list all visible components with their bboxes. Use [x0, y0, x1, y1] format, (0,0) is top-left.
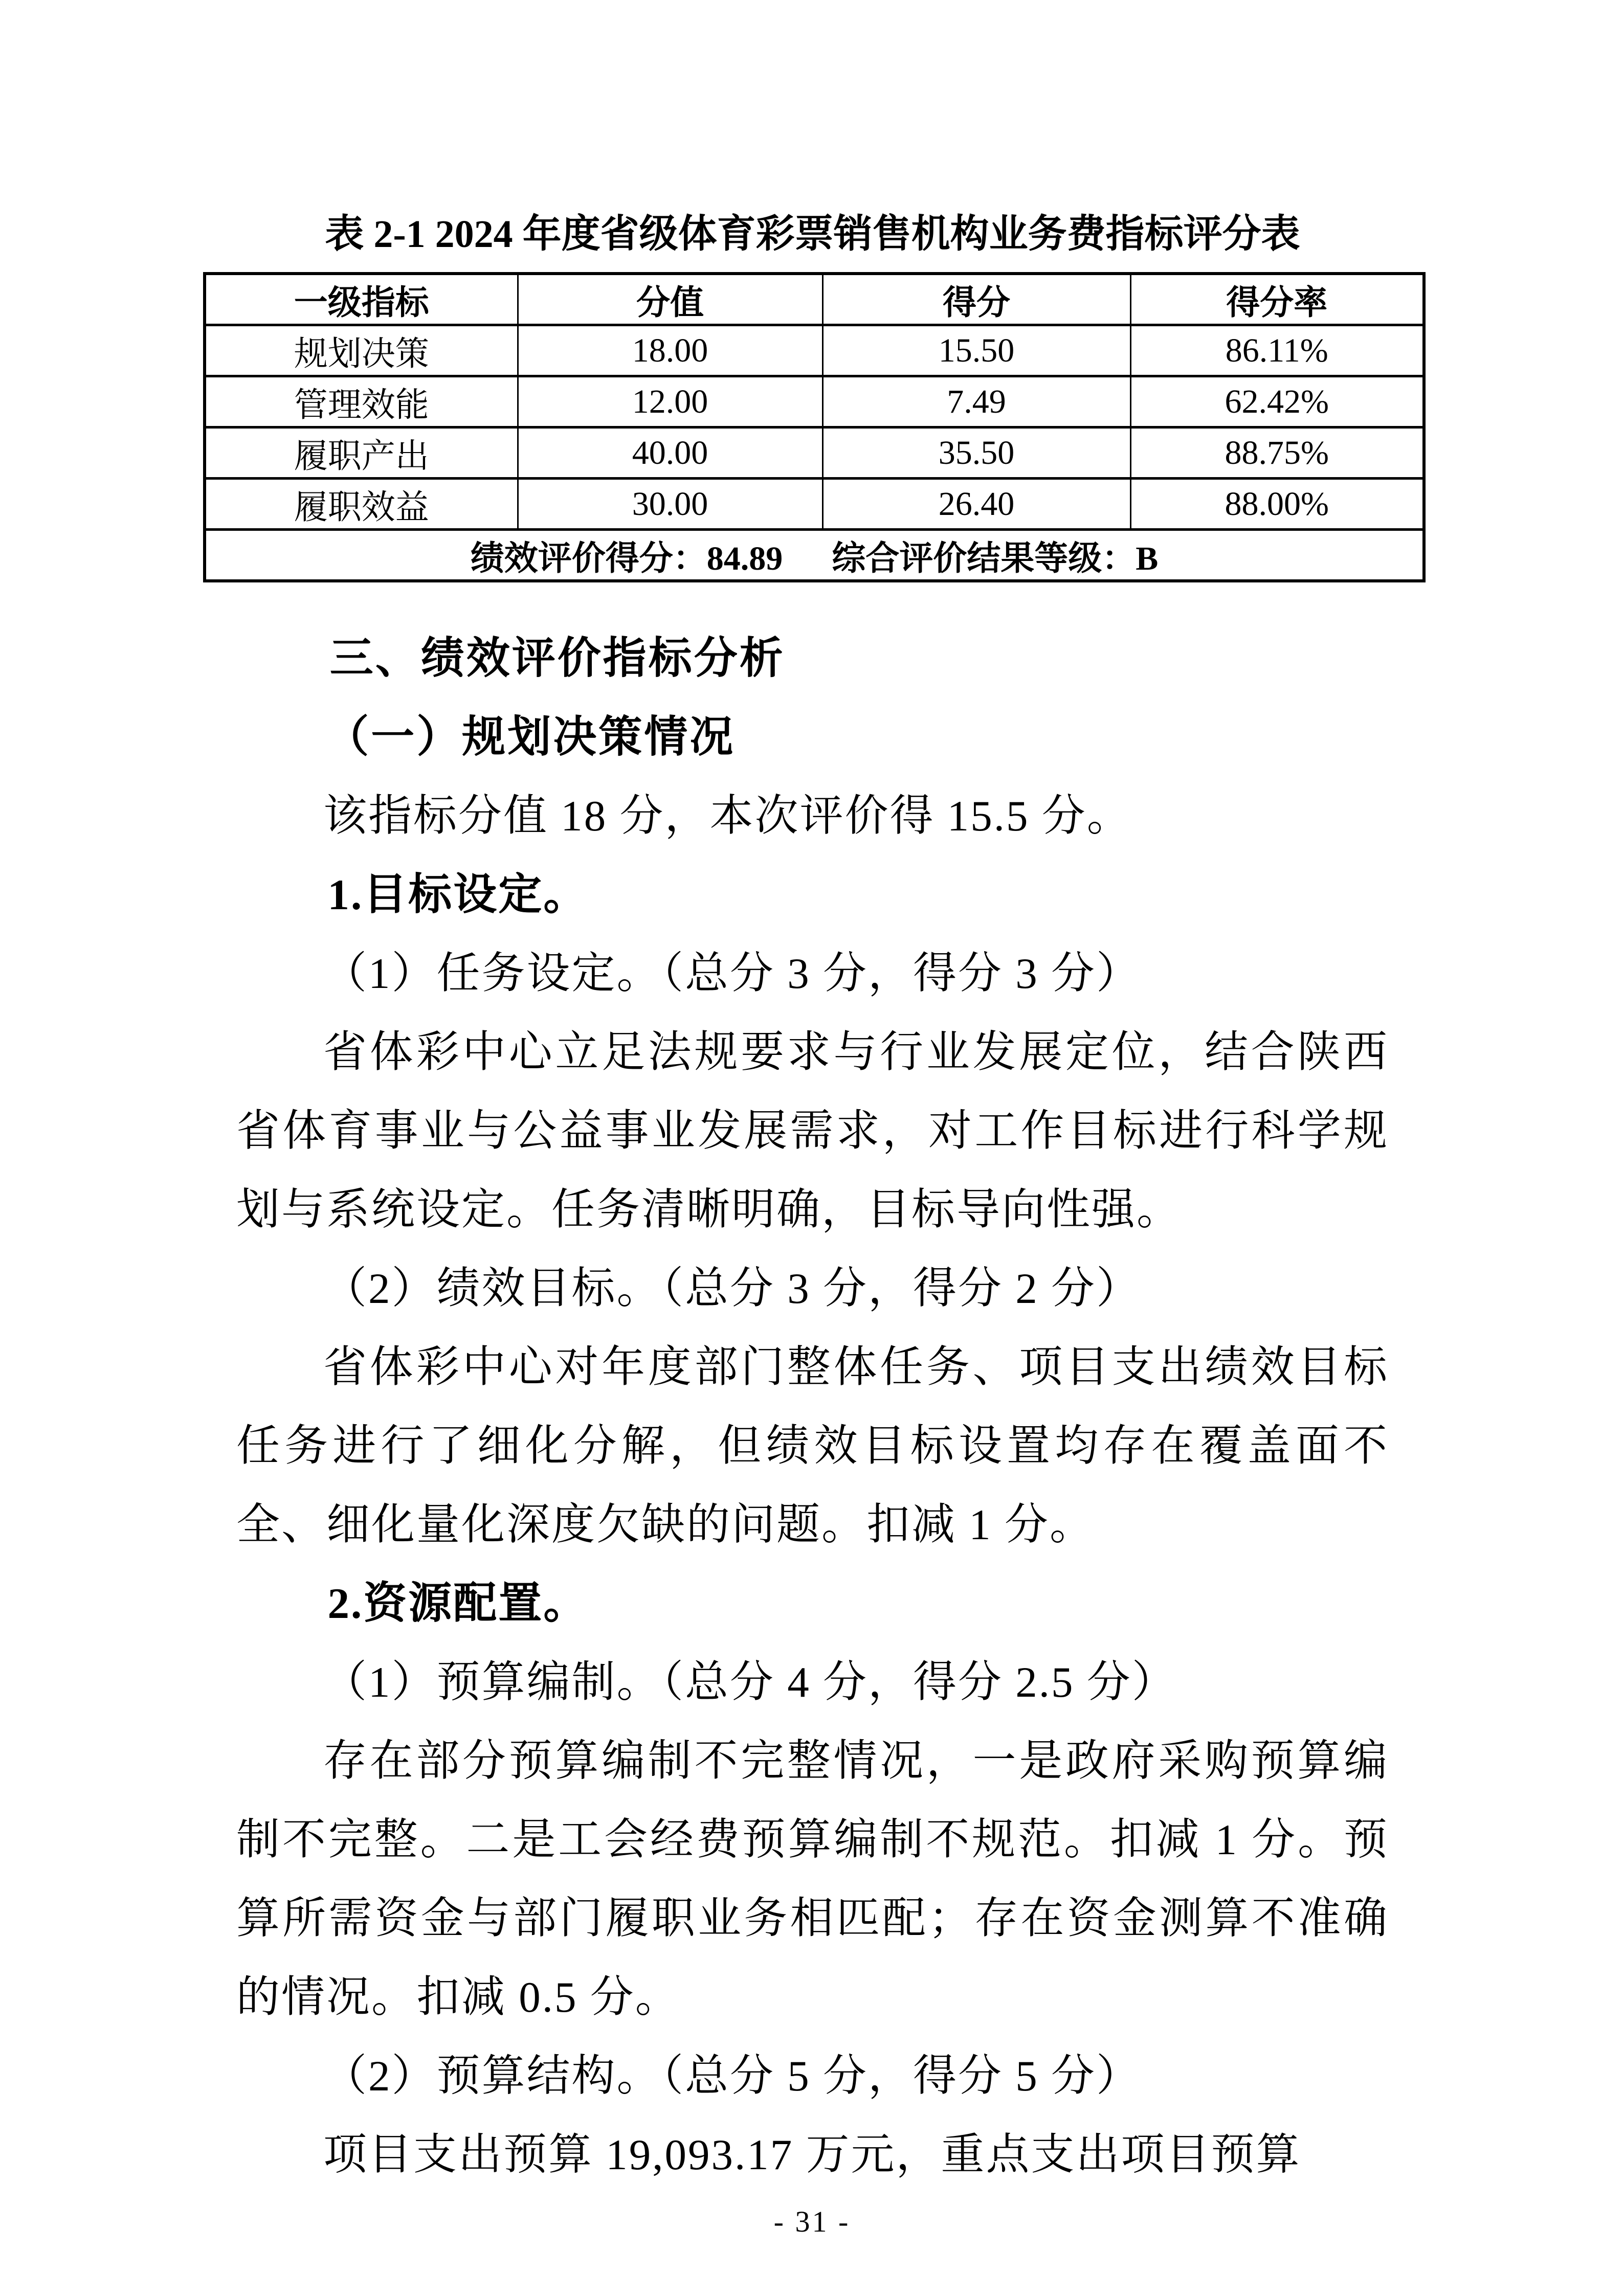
cell-score-rate: 62.42%	[1130, 376, 1424, 427]
section-heading: 三、绩效评价指标分析	[329, 634, 785, 683]
subsection-heading: （一）规划决策情况	[325, 713, 736, 761]
cell-score: 35.50	[822, 427, 1130, 479]
paragraph: （1）任务设定。（总分 3 分，得分 3 分）	[323, 950, 1142, 998]
cell-indicator: 履职产出	[205, 427, 518, 479]
total-score-label: 绩效评价得分：	[470, 540, 707, 577]
column-header-score-rate: 得分率	[1130, 274, 1424, 325]
grade-value: B	[1136, 540, 1159, 577]
cell-score: 26.40	[822, 479, 1130, 530]
cell-score-rate: 86.11%	[1130, 325, 1424, 376]
paragraph: （2）绩效目标。（总分 3 分，得分 2 分）	[323, 1265, 1142, 1313]
table-summary-cell	[205, 530, 1424, 581]
cell-score-rate: 88.75%	[1130, 427, 1424, 479]
item-heading: 2.资源配置。	[327, 1580, 589, 1628]
table-row	[205, 376, 1424, 427]
table-row	[205, 325, 1424, 376]
cell-max-score: 12.00	[518, 376, 822, 427]
cell-indicator: 履职效益	[205, 479, 518, 530]
paragraph: （1）预算编制。（总分 4 分，得分 2.5 分）	[323, 1658, 1177, 1706]
cell-score-rate: 88.00%	[1130, 479, 1424, 530]
grade-label: 综合评价结果等级：	[832, 540, 1136, 577]
table-row	[205, 479, 1424, 530]
total-score-value: 84.89	[706, 540, 783, 577]
table-title: 表 2-1 2024 年度省级体育彩票销售机构业务费指标评分表	[325, 213, 1300, 256]
column-header-max-score: 分值	[518, 274, 822, 325]
cell-max-score: 18.00	[518, 325, 822, 376]
score-table	[203, 272, 1426, 582]
table-summary-row	[205, 530, 1424, 581]
table-header-row	[205, 274, 1424, 325]
cell-indicator: 管理效能	[205, 376, 518, 427]
cell-score: 15.50	[822, 325, 1130, 376]
paragraph: 省体彩中心对年度部门整体任务、项目支出绩效目标任务进行了细化分解，但绩效目标设置均存在覆盖面不全、细化量化深度欠缺的问题。扣减 1 分。	[236, 1343, 1389, 1549]
table-row	[205, 427, 1424, 479]
paragraph: 省体彩中心立足法规要求与行业发展定位，结合陕西省体育事业与公益事业发展需求，对工作目标进行科学规划与系统设定。任务清晰明确，目标导向性强。	[236, 1028, 1389, 1234]
paragraph: （2）预算结构。（总分 5 分，得分 5 分）	[323, 2052, 1142, 2100]
paragraph: 存在部分预算编制不完整情况，一是政府采购预算编制不完整。二是工会经费预算编制不规范。扣减 1 分。预算所需资金与部门履职业务相匹配；存在资金测算不准确的情况。扣减 0.5 分。	[236, 1737, 1389, 2021]
paragraph: 该指标分值 18 分，本次评价得 15.5 分。	[323, 792, 1132, 840]
page-number: - 31 -	[773, 2205, 851, 2238]
item-heading: 1.目标设定。	[327, 871, 589, 919]
cell-max-score: 40.00	[518, 427, 822, 479]
column-header-score: 得分	[822, 274, 1130, 325]
cell-indicator: 规划决策	[205, 325, 518, 376]
cell-score: 7.49	[822, 376, 1130, 427]
paragraph: 项目支出预算 19,093.17 万元，重点支出项目预算	[323, 2131, 1301, 2179]
column-header-indicator: 一级指标	[205, 274, 518, 325]
cell-max-score: 30.00	[518, 479, 822, 530]
